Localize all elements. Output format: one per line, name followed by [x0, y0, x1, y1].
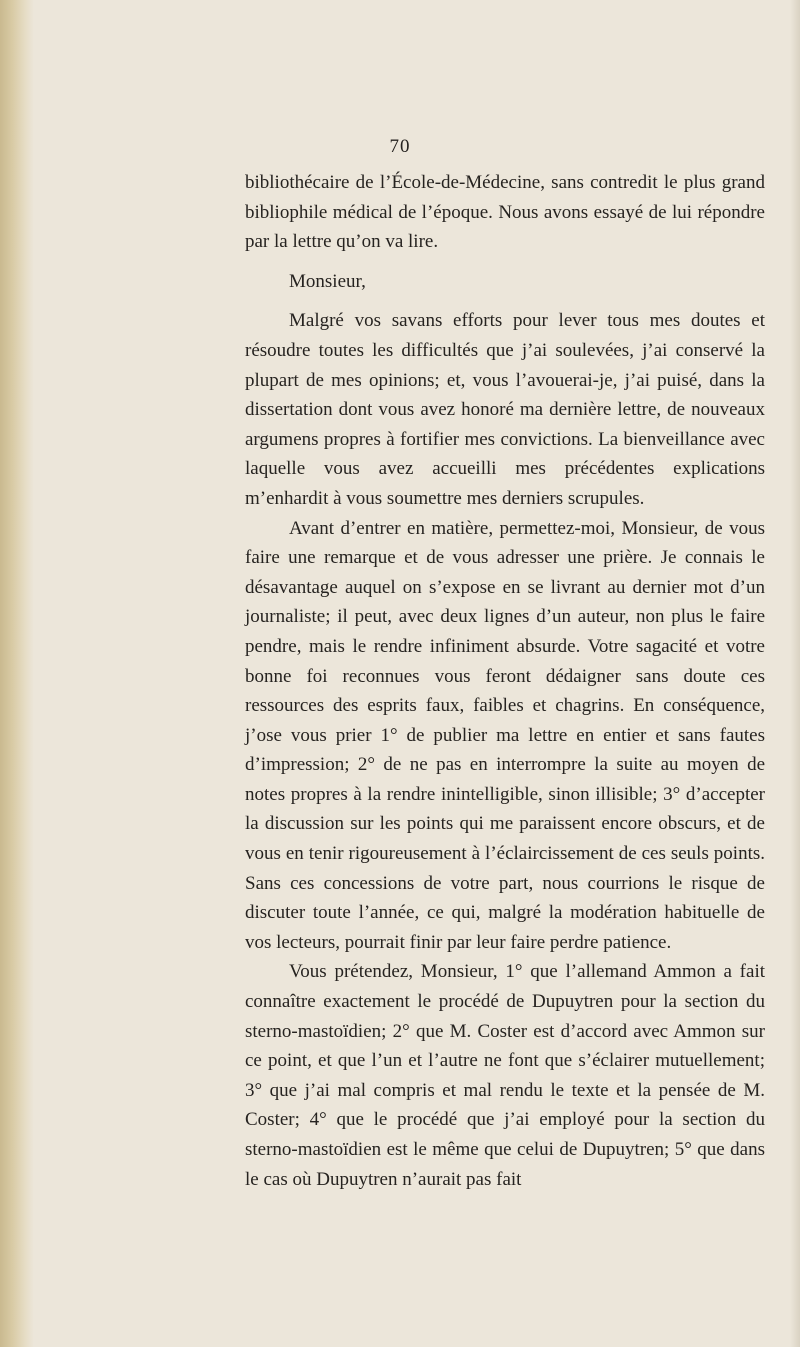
letter-paragraph-3: Vous prétendez, Monsieur, 1° que l’allemand Ammon a fait connaître exactement le procédé de Dupuytren pour la section du sterno-mastoïdien; 2° que M. Coster est d’accord avec Ammon sur ce point, et que l’un et l’autre ne font que s’éclairer mutuellement; 3° que j’ai mal compris et mal rendu le texte et la pensée de M. Coster; 4° que le procédé que j’ai employé pour la section du sterno-mastoïdien est le même que celui de Dupuytren; 5° que dans le cas où Dupuytren n’aurait pas fait — [245, 961, 765, 1190]
letter-salutation: Monsieur, — [289, 270, 366, 292]
letter-paragraph-1: Malgré vos savans efforts pour lever tous mes doutes et résoudre toutes les difficultés que j’ai soulevées, j’ai conservé la plupart de mes opinions; et, vous l’avouerai-je, j’ai puisé, dans la dissertation dont vous avez honoré ma dernière lettre, de nouveaux argumens propres à fortifier mes convictions. La bienveillance avec laquelle vous avez accueilli mes précédentes explications m’enhardit à vous soumettre mes derniers scrupules. — [245, 310, 765, 509]
letter-paragraph-2: Avant d’entrer en matière, permettez-moi, Monsieur, de vous faire une remarque et de vous adresser une prière. Je connais le désavantage auquel on s’expose en se livrant au dernier mot d’un journaliste; il peut, avec deux lignes d’un auteur, non plus le faire pendre, mais le rendre infiniment absurde. Votre sagacité et votre bonne foi reconnues vous feront dédaigner sans doute ces ressources des esprits faux, faibles et chagrins. En conséquence, j’ose vous prier 1° de publier ma lettre en entier et sans fautes d’impression; 2° de ne pas en interrompre la suite au moyen de notes propres à la rendre inintelligible, sinon illisible; 3° d’accepter la discussion sur les points qui me paraissent encore obscurs, et de vous en tenir rigoureusement à l’éclaircissement de ces seuls points. Sans ces concessions de votre part, nous courrions le risque de discuter toute l’année, ce qui, malgré la modération habituelle de vos lecteurs, pourrait finir par leur faire perdre patience. — [245, 517, 765, 953]
opening-paragraph: bibliothécaire de l’École-de-Médecine, sans contredit le plus grand bibliophile médical de l’époque. Nous avons essayé de lui répondre par la lettre qu’on va lire. — [245, 172, 765, 253]
page-number: 70 — [389, 136, 411, 157]
page-text — [245, 168, 765, 1194]
